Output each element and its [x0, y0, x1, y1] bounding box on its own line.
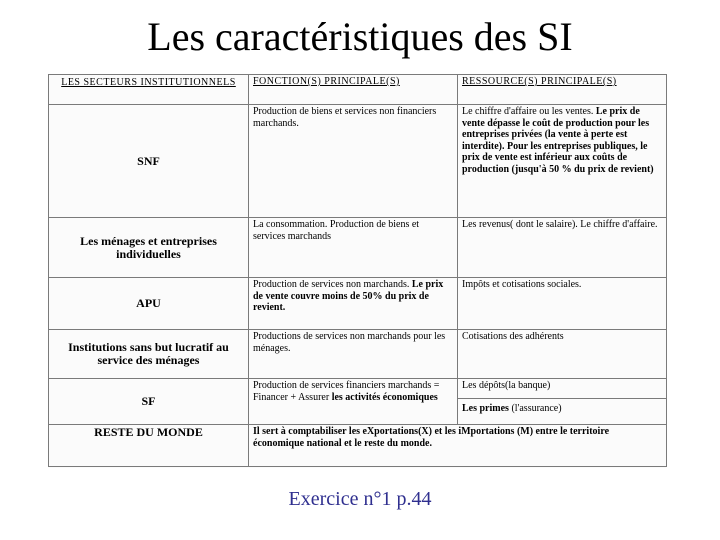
resource-sf-tail: (l'assurance)	[511, 402, 562, 414]
exercise-link[interactable]: Exercice n°1 p.44	[288, 488, 432, 510]
resource-snf-bold: Le prix de vente dépasse le coût de production pour les entreprises privées (la vente à perte est interdite). Pour les entreprises publiques, le prix de vente est inférieur aux coûts de production (jusqu'à 50 % du prix de revient)	[462, 106, 654, 175]
sectors-table-image	[48, 74, 666, 468]
header-resources: RESSOURCE(S) PRINCIPALE(S)	[458, 75, 667, 105]
sector-reste-du-monde: RESTE DU MONDE	[49, 425, 249, 467]
table-header-row	[49, 75, 667, 105]
resource-menages: Les revenus( dont le salaire). Le chiffre d'affaire.	[458, 218, 667, 278]
sectors-table	[48, 74, 667, 467]
resource-apu: Impôts et cotisations sociales.	[458, 278, 667, 330]
sector-snf: SNF	[49, 105, 249, 218]
reste-du-monde-description: Il sert à comptabiliser les eXportations(X) et les iMportations (M) entre le territoire économique national et le reste du monde.	[249, 425, 667, 467]
function-apu	[249, 278, 458, 330]
function-sf-plain: Production de services financiers marchands = Financer + Assurer	[253, 380, 440, 403]
header-functions: FONCTION(S) PRINCIPALE(S)	[249, 75, 458, 105]
function-snf: Production de biens et services non financiers marchands.	[249, 105, 458, 218]
table-row-reste-du-monde	[49, 425, 667, 467]
resource-snf-plain: Le chiffre d'affaire ou les ventes.	[462, 106, 594, 117]
function-apu-plain: Production de services non marchands.	[253, 279, 410, 290]
resource-sf	[458, 379, 667, 425]
table-row-snf	[49, 105, 667, 218]
function-isbl: Productions de services non marchands pour les ménages.	[249, 330, 458, 379]
table-row-apu	[49, 278, 667, 330]
function-sf	[249, 379, 458, 425]
header-sectors: LES SECTEURS INSTITUTIONNELS	[49, 75, 249, 105]
function-apu-bold: Le prix de vente couvre moins de 50% du prix de revient.	[253, 279, 444, 313]
sector-isbl: Institutions sans but lucratif au service des ménages	[49, 330, 249, 379]
resource-sf-plain: Les dépôts(la banque)	[462, 380, 551, 391]
table-row-isbl	[49, 330, 667, 379]
table-row-sf	[49, 379, 667, 425]
function-sf-bold: les activités économiques	[331, 391, 438, 403]
sector-apu: APU	[49, 278, 249, 330]
function-menages: La consommation. Production de biens et services marchands	[249, 218, 458, 278]
table-row-menages	[49, 218, 667, 278]
slide-title: Les caractéristiques des SI	[147, 14, 573, 59]
sector-sf: SF	[49, 379, 249, 425]
resource-sf-bold: Les primes	[462, 402, 509, 414]
resource-sf-divider	[458, 398, 666, 399]
resource-snf	[458, 105, 667, 218]
resource-isbl: Cotisations des adhérents	[458, 330, 667, 379]
sector-menages: Les ménages et entreprises individuelles	[49, 218, 249, 278]
